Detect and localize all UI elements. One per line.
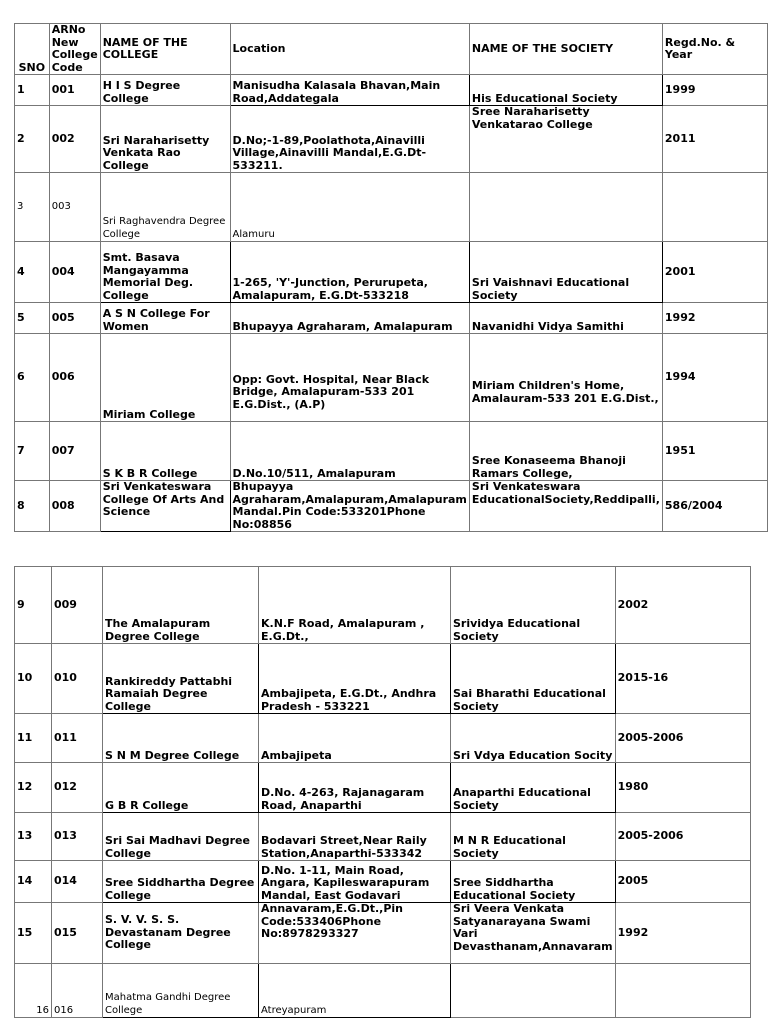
college-table-top	[14, 23, 768, 532]
cell-name: G B R College	[103, 763, 259, 813]
cell-sno: 13	[15, 813, 52, 861]
cell-code: 002	[49, 106, 100, 173]
cell-location: D.No. 1-11, Main Road, Angara, Kapileswarapuram Mandal, East Godavari	[259, 861, 451, 903]
table-row	[15, 242, 768, 303]
cell-society: Srividya Educational Society	[451, 567, 616, 644]
cell-name: Mahatma Gandhi Degree College	[103, 964, 259, 1018]
cell-location: Ambajipeta	[259, 714, 451, 763]
cell-code: 011	[52, 714, 103, 763]
cell-sno: 5	[15, 303, 50, 334]
cell-code: 016	[52, 964, 103, 1018]
cell-location: Annavaram,E.G.Dt.,Pin Code:533406Phone No:8978293327	[259, 903, 451, 964]
cell-regd: 1980	[615, 763, 750, 813]
cell-regd: 2005	[615, 861, 750, 903]
cell-code: 009	[52, 567, 103, 644]
table-row	[15, 714, 751, 763]
cell-code: 015	[52, 903, 103, 964]
table-row	[15, 75, 768, 106]
cell-name: Sree Siddhartha Degree College	[103, 861, 259, 903]
header-location: Location	[230, 24, 469, 75]
table-row	[15, 303, 768, 334]
cell-name: Rankireddy Pattabhi Ramaiah Degree College	[103, 644, 259, 714]
cell-regd: 1999	[662, 75, 767, 106]
cell-sno: 14	[15, 861, 52, 903]
table-row	[15, 964, 751, 1018]
cell-name: Sri Raghavendra Degree College	[100, 173, 230, 242]
cell-sno: 16	[15, 964, 52, 1018]
cell-sno: 4	[15, 242, 50, 303]
cell-code: 007	[49, 422, 100, 481]
cell-regd: 1992	[615, 903, 750, 964]
cell-name: H I S Degree College	[100, 75, 230, 106]
header-society: NAME OF THE SOCIETY	[469, 24, 662, 75]
cell-society: Sri Venkateswara EducationalSociety,Reddipalli,	[469, 481, 662, 532]
cell-code: 008	[49, 481, 100, 532]
cell-location: 1-265, 'Y'-Junction, Perurupeta, Amalapuram, E.G.Dt-533218	[230, 242, 469, 303]
table-row	[15, 422, 768, 481]
cell-location: Alamuru	[230, 173, 469, 242]
cell-regd: 1992	[662, 303, 767, 334]
table-row	[15, 763, 751, 813]
cell-name: Sri Venkateswara College Of Arts And Science	[100, 481, 230, 532]
table-row	[15, 481, 768, 532]
cell-regd: 2011	[662, 106, 767, 173]
cell-society: Navanidhi Vidya Samithi	[469, 303, 662, 334]
cell-regd	[662, 173, 767, 242]
cell-society: Sri Veera Venkata Satyanarayana Swami Vari Devasthanam,Annavaram	[451, 903, 616, 964]
cell-sno: 8	[15, 481, 50, 532]
cell-code: 013	[52, 813, 103, 861]
cell-society: Sri Vaishnavi Educational Society	[469, 242, 662, 303]
cell-location: D.No;-1-89,Poolathota,Ainavilli Village,Ainavilli Mandal,E.G.Dt-533211.	[230, 106, 469, 173]
table-row	[15, 813, 751, 861]
cell-regd: 1994	[662, 334, 767, 422]
table-row	[15, 903, 751, 964]
cell-name: Miriam College	[100, 334, 230, 422]
header-regd: Regd.No. & Year	[662, 24, 767, 75]
cell-sno: 2	[15, 106, 50, 173]
cell-code: 001	[49, 75, 100, 106]
cell-sno: 12	[15, 763, 52, 813]
cell-location: Bhupayya Agraharam,Amalapuram,Amalapuram Mandal.Pin Code:533201Phone No:08856	[230, 481, 469, 532]
cell-sno: 6	[15, 334, 50, 422]
header-name: NAME OF THE COLLEGE	[100, 24, 230, 75]
cell-name: Smt. Basava Mangayamma Memorial Deg. College	[100, 242, 230, 303]
cell-society: Miriam Children's Home, Amalauram-533 201 E.G.Dist.,	[469, 334, 662, 422]
cell-society: M N R Educational Society	[451, 813, 616, 861]
college-table-bottom	[14, 566, 751, 1018]
cell-code: 004	[49, 242, 100, 303]
cell-code: 006	[49, 334, 100, 422]
table-row	[15, 334, 768, 422]
cell-society: Anaparthi Educational Society	[451, 763, 616, 813]
cell-society: Sree Konaseema Bhanoji Ramars College,	[469, 422, 662, 481]
cell-name: S K B R College	[100, 422, 230, 481]
cell-location: K.N.F Road, Amalapuram , E.G.Dt.,	[259, 567, 451, 644]
header-sno: SNO	[15, 24, 50, 75]
cell-name: S. V. V. S. S. Devastanam Degree College	[103, 903, 259, 964]
cell-society: Sree Naraharisetty Venkatarao College	[469, 106, 662, 173]
header-code: ARNo New College Code	[49, 24, 100, 75]
cell-name: A S N College For Women	[100, 303, 230, 334]
table-row	[15, 567, 751, 644]
cell-location: Manisudha Kalasala Bhavan,Main Road,Addategala	[230, 75, 469, 106]
cell-code: 005	[49, 303, 100, 334]
cell-location: Ambajipeta, E.G.Dt., Andhra Pradesh - 533221	[259, 644, 451, 714]
cell-regd: 2005-2006	[615, 813, 750, 861]
cell-sno: 10	[15, 644, 52, 714]
cell-sno: 7	[15, 422, 50, 481]
cell-society	[469, 173, 662, 242]
cell-society: His Educational Society	[469, 75, 662, 106]
table-row	[15, 644, 751, 714]
cell-society	[451, 964, 616, 1018]
cell-regd: 1951	[662, 422, 767, 481]
cell-location: Bhupayya Agraharam, Amalapuram	[230, 303, 469, 334]
cell-location: Bodavari Street,Near Raily Station,Anaparthi-533342	[259, 813, 451, 861]
header-row	[15, 24, 768, 75]
cell-regd: 586/2004	[662, 481, 767, 532]
cell-location: D.No.10/511, Amalapuram	[230, 422, 469, 481]
cell-regd: 2002	[615, 567, 750, 644]
cell-regd: 2015-16	[615, 644, 750, 714]
table-row	[15, 106, 768, 173]
cell-sno: 1	[15, 75, 50, 106]
cell-sno: 9	[15, 567, 52, 644]
cell-code: 012	[52, 763, 103, 813]
cell-name: S N M Degree College	[103, 714, 259, 763]
table-row	[15, 173, 768, 242]
cell-sno: 3	[15, 173, 50, 242]
cell-society: Sai Bharathi Educational Society	[451, 644, 616, 714]
cell-location: Atreyapuram	[259, 964, 451, 1018]
cell-regd	[615, 964, 750, 1018]
cell-sno: 15	[15, 903, 52, 964]
cell-name: Sri Sai Madhavi Degree College	[103, 813, 259, 861]
cell-code: 003	[49, 173, 100, 242]
cell-location: Opp: Govt. Hospital, Near Black Bridge, Amalapuram-533 201 E.G.Dist., (A.P)	[230, 334, 469, 422]
cell-regd: 2005-2006	[615, 714, 750, 763]
cell-name: Sri Naraharisetty Venkata Rao College	[100, 106, 230, 173]
cell-regd: 2001	[662, 242, 767, 303]
cell-sno: 11	[15, 714, 52, 763]
cell-society: Sree Siddhartha Educational Society	[451, 861, 616, 903]
cell-location: D.No. 4-263, Rajanagaram Road, Anaparthi	[259, 763, 451, 813]
cell-code: 010	[52, 644, 103, 714]
cell-code: 014	[52, 861, 103, 903]
cell-name: The Amalapuram Degree College	[103, 567, 259, 644]
cell-society: Sri Vdya Education Socity	[451, 714, 616, 763]
table-row	[15, 861, 751, 903]
